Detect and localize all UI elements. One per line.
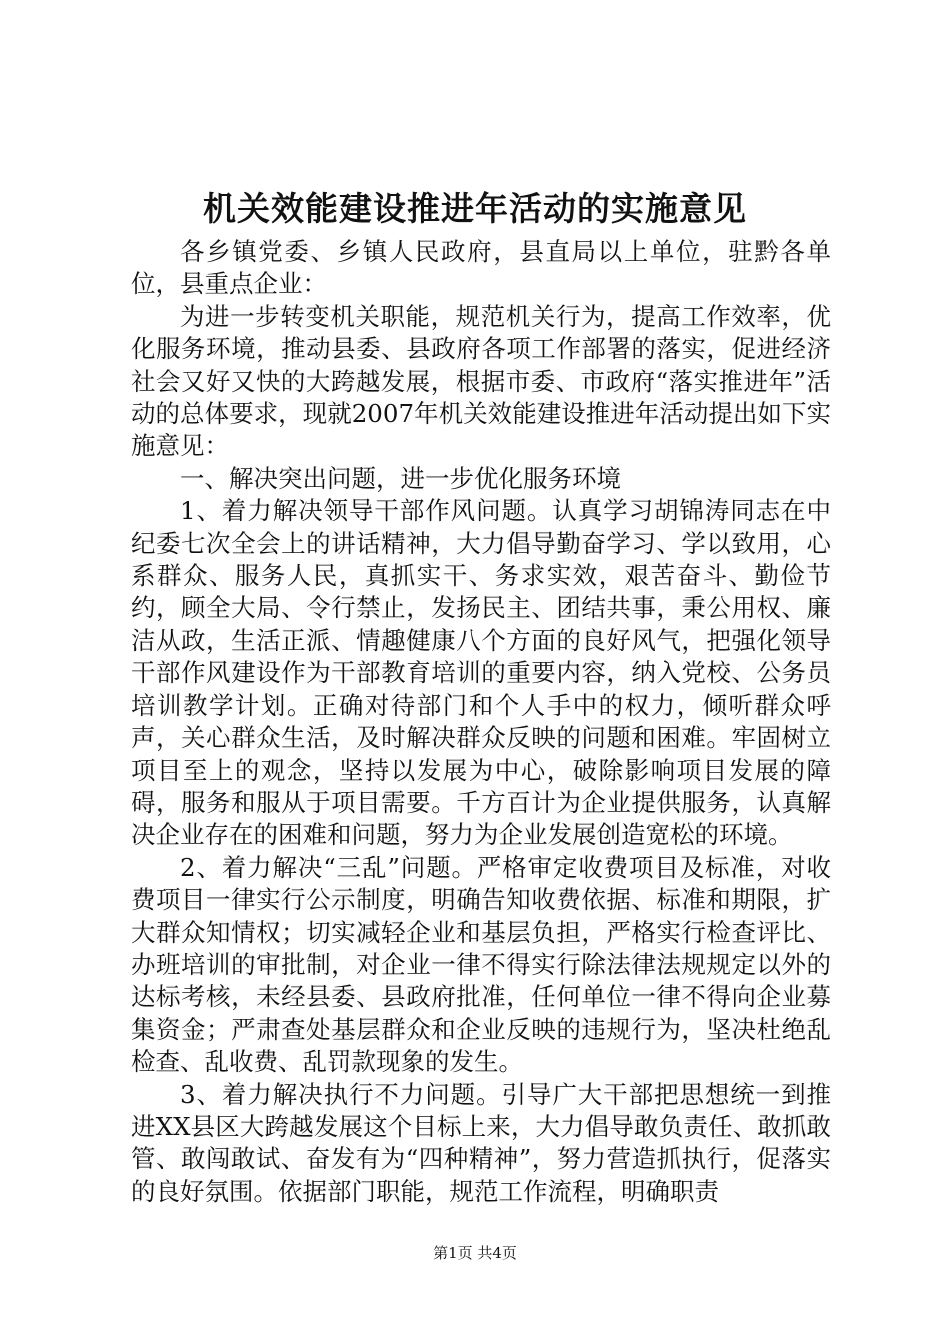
section-heading: 一、解决突出问题，进一步优化服务环境 (180, 463, 621, 493)
salutation-paragraph: 各乡镇党委、乡镇人民政府，县直局以上单位，驻黔各单位，县重点企业： (131, 237, 831, 299)
document-title: 机关效能建设推进年活动的实施意见 (203, 189, 747, 228)
item-2-paragraph: 2、着力解决“三乱”问题。严格审定收费项目及标准，对收费项目一律实行公示制度，明确告知收费依据、标准和期限，扩大群众知情权；切实减轻企业和基层负担，严格实行检查评比、办班培训的审批制，对企业一律不得实行除法律法规规定以外的达标考核，未经县委、县政府批准，任何单位一律不得向企业募集资金；严肃查处基层群众和企业反映的违规行为，坚决杜绝乱检查、乱收费、乱罚款现象的发生。 (131, 852, 831, 1077)
item-3-paragraph: 3、着力解决执行不力问题。引导广大干部把思想统一到推进XX县区大跨越发展这个目标上来，大力倡导敢负责任、敢抓敢管、敢闯敢试、奋发有为“四种精神”，努力营造抓执行，促落实的良好氛围。依据部门职能，规范工作流程，明确职责 (131, 1079, 831, 1206)
intro-paragraph: 为进一步转变机关职能，规范机关行为，提高工作效率，优化服务环境，推动县委、县政府各项工作部署的落实，促进经济社会又好又快的大跨越发展，根据市委、市政府“落实推进年”活动的总体要求，现就2007年机关效能建设推进年活动提出如下实施意见： (131, 301, 831, 461)
item-1-paragraph: 1、着力解决领导干部作风问题。认真学习胡锦涛同志在中纪委七次全会上的讲话精神，大力倡导勤奋学习、学以致用，心系群众、服务人民，真抓实干、务求实效，艰苦奋斗、勤俭节约，顾全大局、令行禁止，发扬民主、团结共事，秉公用权、廉洁从政，生活正派、情趣健康八个方面的良好风气，把强化领导干部作风建设作为干部教育培训的重要内容，纳入党校、公务员培训教学计划。正确对待部门和个人手中的权力，倾听群众呼声，关心群众生活，及时解决群众反映的问题和困难。牢固树立项目至上的观念，坚持以发展为中心，破除影响项目发展的障碍，服务和服从于项目需要。千方百计为企业提供服务，认真解决企业存在的困难和问题，努力为企业发展创造宽松的环境。 (131, 496, 831, 850)
document-body (131, 236, 831, 1208)
page-footer: 第1页 共4页 (433, 1244, 517, 1262)
